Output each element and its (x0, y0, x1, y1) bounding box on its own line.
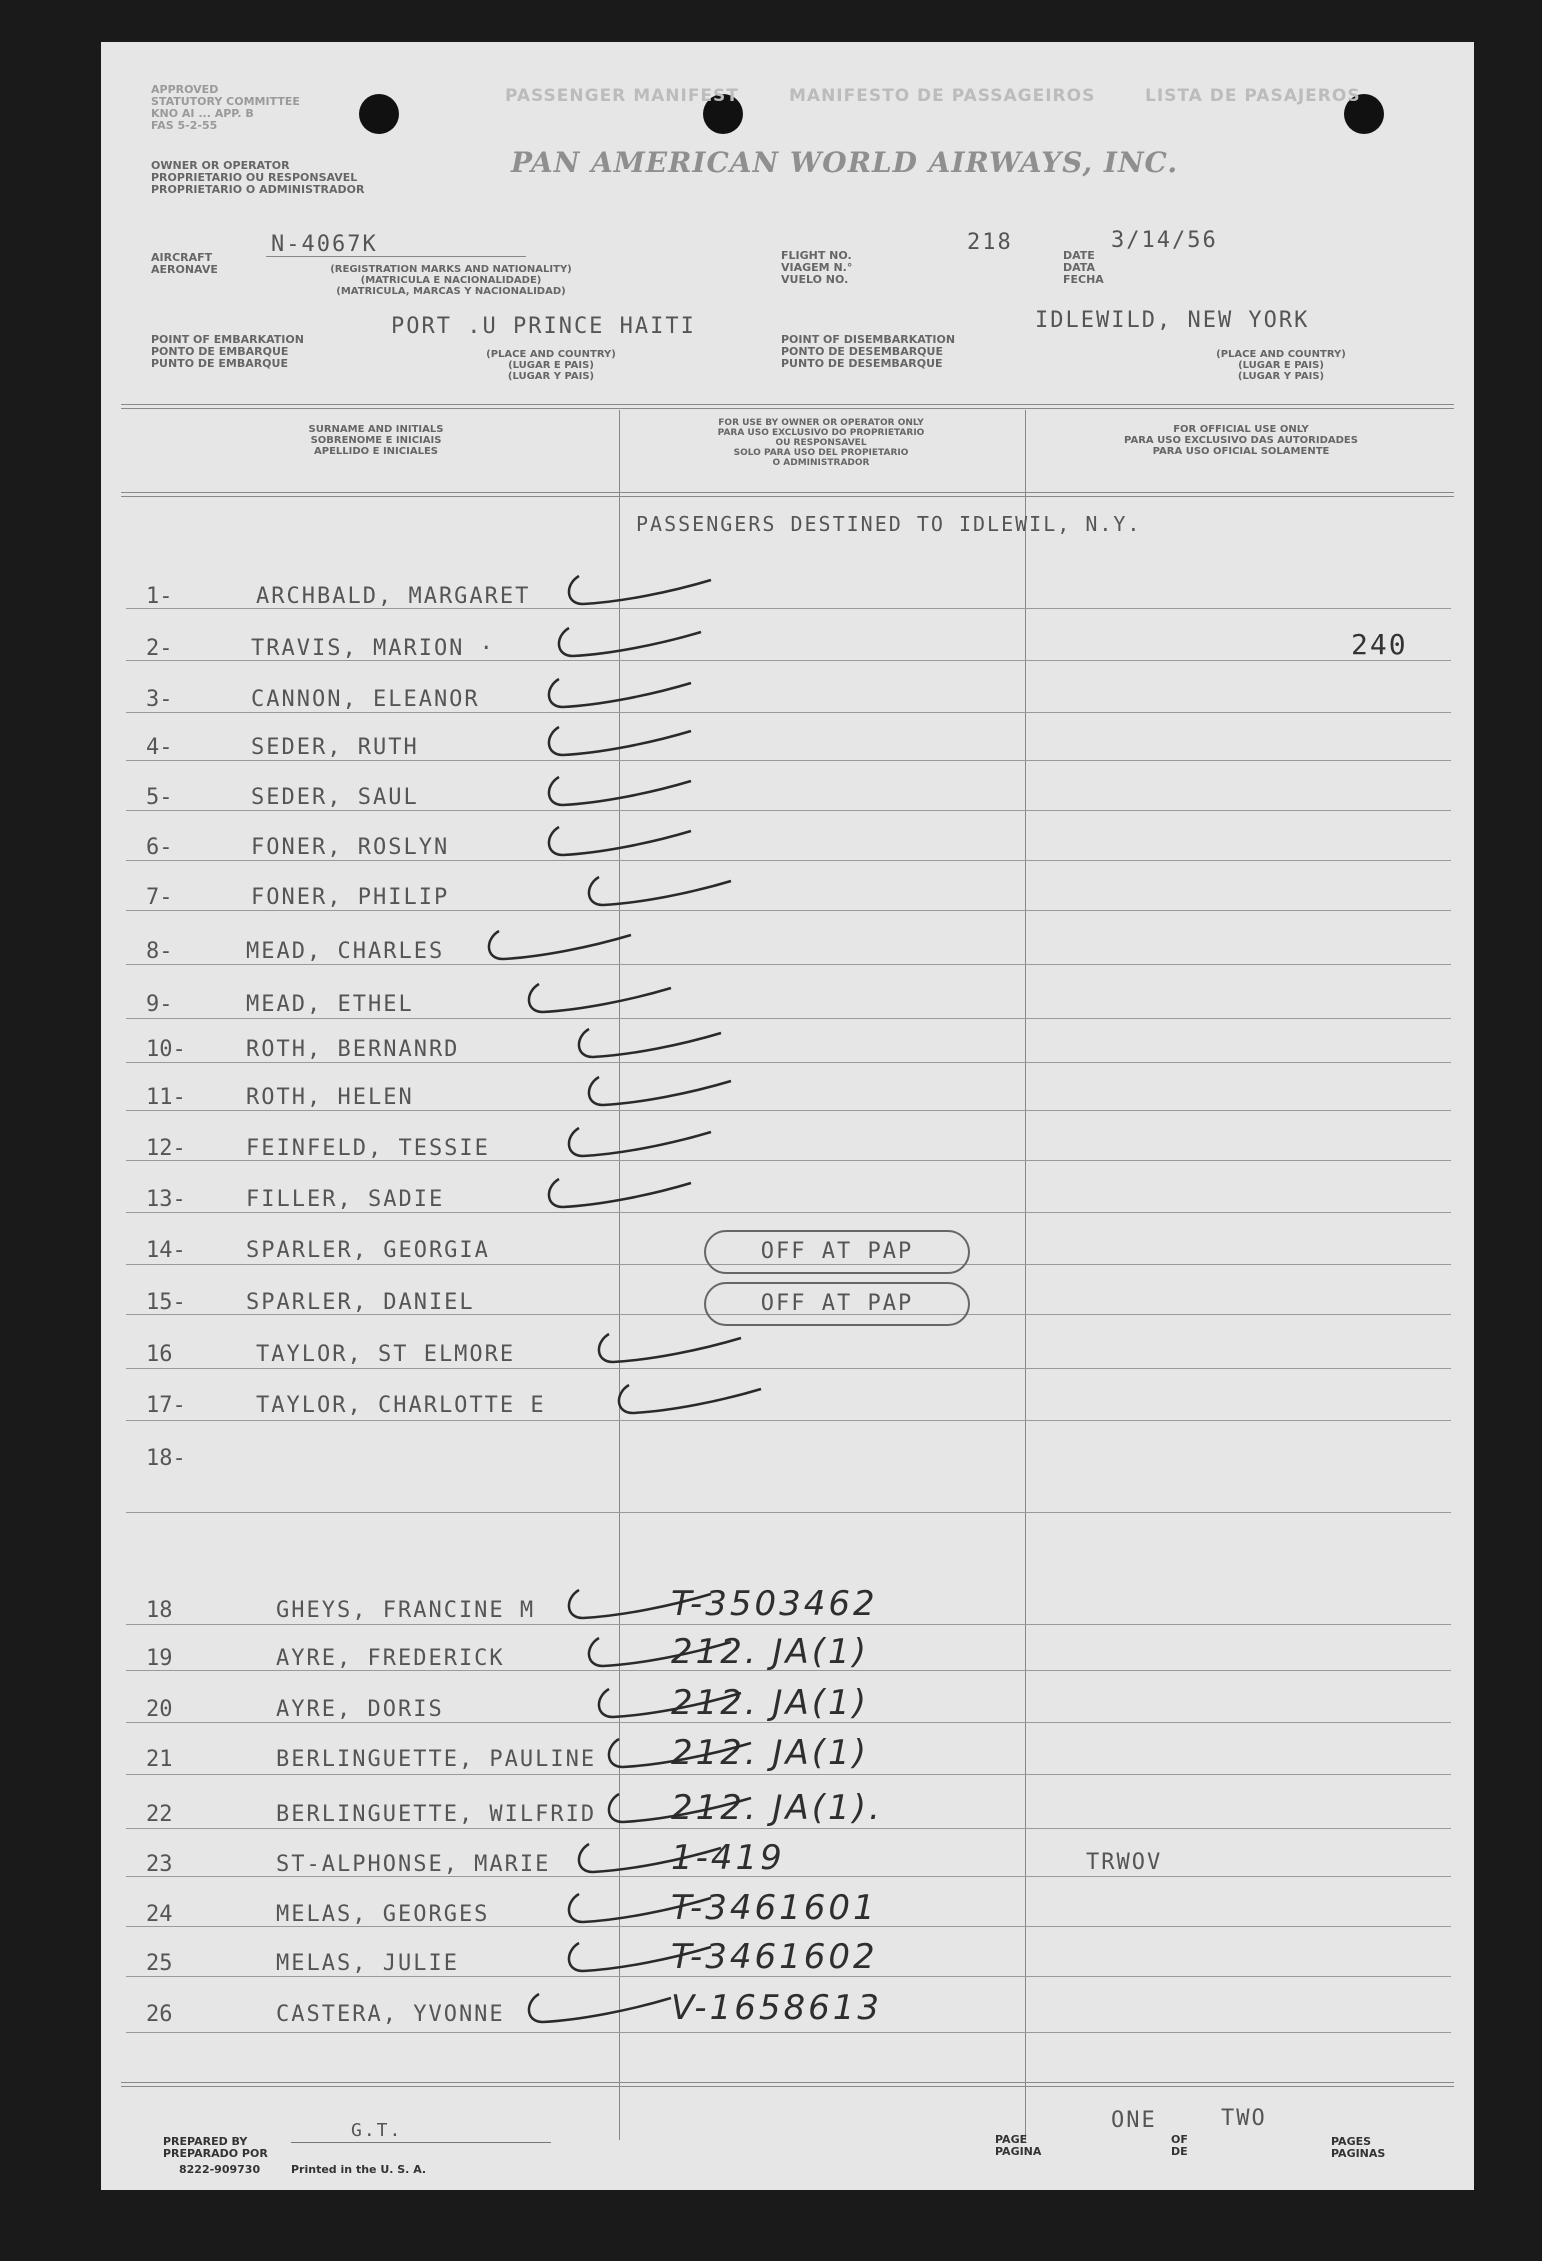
passenger-name: TRAVIS, MARION · (251, 636, 495, 661)
passenger-number: 6- (146, 835, 173, 860)
prepared-value: G.T. (351, 2120, 403, 2141)
title-es: LISTA DE PASAJEROS (1145, 86, 1361, 106)
aircraft-sublabel-line: (MATRICULA, MARCAS Y NACIONALIDAD) (336, 286, 566, 297)
approval-line: FAS 5-2-55 (151, 119, 218, 132)
passenger-number: 15- (146, 1290, 186, 1315)
page-label-en: PAGE (995, 2133, 1028, 2146)
passenger-name: SPARLER, DANIEL (246, 1290, 475, 1315)
disembark-sublabel (1151, 349, 1411, 382)
check-mark (551, 622, 711, 672)
check-mark (561, 1122, 721, 1172)
passenger-name: MEAD, CHARLES (246, 939, 445, 964)
passenger-name: GHEYS, FRANCINE M (276, 1598, 536, 1623)
check-mark (541, 721, 701, 771)
place-sublabel-line: (LUGAR E PAIS) (1238, 360, 1324, 371)
prepared-label-en: PREPARED BY (163, 2135, 248, 2148)
passenger-doc-code: 212. JA(1) (671, 1733, 869, 1773)
check-mark (601, 1788, 761, 1838)
approval-line: APPROVED (151, 83, 219, 96)
passenger-number: 20 (146, 1697, 173, 1722)
check-mark (541, 1173, 701, 1223)
col-header-line: PARA USO EXCLUSIVO DAS AUTORIDADES (1124, 435, 1358, 446)
col-header-line: SOLO PARA USO DEL PROPIETARIO (733, 448, 909, 458)
embark-label (151, 334, 304, 370)
date-value: 3/14/56 (1111, 228, 1218, 253)
disembark-label-es: PUNTO DE DESEMBARQUE (781, 357, 943, 370)
prepared-label (163, 2136, 268, 2160)
col-header-line: OU RESPONSAVEL (775, 438, 867, 448)
check-mark (561, 570, 721, 620)
flight-label-es: VUELO NO. (781, 273, 849, 286)
passenger-name: AYRE, FREDERICK (276, 1646, 505, 1671)
row-rule (126, 1624, 1451, 1625)
passenger-name: AYRE, DORIS (276, 1697, 444, 1722)
column-divider (1025, 410, 1026, 2140)
embark-value: PORT .U PRINCE HAITI (391, 314, 696, 339)
aircraft-sublabel (271, 264, 631, 297)
place-sublabel-line: (LUGAR Y PAIS) (507, 371, 595, 382)
page-value: ONE (1111, 2108, 1157, 2133)
passenger-name: CANNON, ELEANOR (251, 687, 480, 712)
of-label (1171, 2134, 1188, 2158)
disembark-label (781, 334, 955, 370)
col-header-official (1031, 424, 1451, 457)
passenger-doc-code: T-3461601 (671, 1888, 878, 1928)
check-mark (591, 1683, 751, 1733)
flight-label-en: FLIGHT NO. (781, 249, 852, 262)
approval-line: KNO AI ... APP. B (151, 107, 254, 120)
approval-block (151, 84, 300, 132)
date-label-pt: DATA (1063, 261, 1095, 274)
passenger-number: 22 (146, 1802, 173, 1827)
of-label-pt: DE (1171, 2145, 1188, 2158)
embark-sublabel (421, 349, 681, 382)
row-rule (126, 2032, 1451, 2033)
flight-label (781, 250, 852, 286)
place-sublabel-line: (PLACE AND COUNTRY) (1216, 349, 1346, 360)
passenger-doc-code: 212. JA(1) (671, 1683, 869, 1723)
off-at-pap-note: OFF AT PAP (704, 1282, 970, 1326)
passenger-number: 26 (146, 2002, 173, 2027)
check-mark (591, 1328, 751, 1378)
col-header-line: SOBRENOME E INICIAIS (310, 435, 442, 446)
row-rule (126, 1774, 1451, 1775)
aircraft-value: N-4067K (271, 232, 378, 257)
row-rule (126, 1420, 1451, 1421)
passenger-name: CASTERA, YVONNE (276, 2002, 505, 2027)
passenger-name: ST-ALPHONSE, MARIE (276, 1852, 551, 1877)
place-sublabel-line: (PLACE AND COUNTRY) (486, 349, 616, 360)
pages-label-pt: PAGINAS (1331, 2147, 1386, 2160)
off-at-pap-note: OFF AT PAP (704, 1230, 970, 1274)
passenger-name: BERLINGUETTE, PAULINE (276, 1747, 597, 1772)
header-rule (121, 404, 1454, 409)
page-label (995, 2134, 1041, 2158)
date-label (1063, 250, 1104, 286)
col-header-owner (626, 418, 1016, 468)
passenger-number: 12- (146, 1136, 186, 1161)
passenger-name: MELAS, JULIE (276, 1951, 459, 1976)
aircraft-sublabel-line: (REGISTRATION MARKS AND NATIONALITY) (330, 264, 572, 275)
passenger-number: 13- (146, 1187, 186, 1212)
check-mark (581, 1071, 741, 1121)
passenger-doc-code: V-1658613 (671, 1988, 882, 2028)
date-label-es: FECHA (1063, 273, 1104, 286)
disembark-label-pt: PONTO DE DESEMBARQUE (781, 345, 943, 358)
passenger-name: BERLINGUETTE, WILFRID (276, 1802, 597, 1827)
passenger-number: 9- (146, 992, 173, 1017)
passenger-doc-code: 212. JA(1) (671, 1632, 869, 1672)
flight-label-pt: VIAGEM N.° (781, 261, 853, 274)
of-label-en: OF (1171, 2133, 1188, 2146)
owner-label (151, 160, 364, 196)
approval-line: STATUTORY COMMITTEE (151, 95, 300, 108)
passenger-number: 21 (146, 1747, 173, 1772)
title-en: PASSENGER MANIFEST (505, 86, 739, 106)
row-rule (126, 810, 1451, 811)
passenger-name: TAYLOR, CHARLOTTE E (256, 1393, 546, 1418)
check-mark (571, 1023, 731, 1073)
passenger-number: 8- (146, 939, 173, 964)
passenger-number: 16 (146, 1342, 173, 1367)
passenger-name: SPARLER, GEORGIA (246, 1238, 490, 1263)
owner-value: PAN AMERICAN WORLD AIRWAYS, INC. (511, 146, 1179, 179)
passenger-number: 23 (146, 1852, 173, 1877)
check-mark (521, 1988, 681, 2038)
passenger-name: ROTH, HELEN (246, 1085, 414, 1110)
row-rule (126, 1512, 1451, 1513)
col-header-line: FOR OFFICIAL USE ONLY (1173, 424, 1309, 435)
punch-hole (359, 94, 399, 134)
row-rule (126, 1828, 1451, 1829)
passenger-name: FONER, ROSLYN (251, 835, 450, 860)
passenger-name: MEAD, ETHEL (246, 992, 414, 1017)
aircraft-label-en: AIRCRAFT (151, 251, 213, 264)
header-rule (121, 492, 1454, 497)
printed-in: Printed in the U. S. A. (291, 2163, 427, 2176)
row-rule (126, 1018, 1451, 1019)
aircraft-underline (266, 256, 526, 257)
aircraft-label (151, 252, 218, 276)
date-label-en: DATE (1063, 249, 1095, 262)
pages-label-en: PAGES (1331, 2135, 1372, 2148)
check-mark (601, 1733, 761, 1783)
passenger-number: 18 (146, 1598, 173, 1623)
prepared-underline (291, 2142, 551, 2143)
manifest-page (101, 42, 1474, 2190)
passenger-doc-code: T-3503462 (671, 1584, 878, 1624)
check-mark (581, 871, 741, 921)
disembark-value: IDLEWILD, NEW YORK (1035, 308, 1310, 333)
aircraft-sublabel-line: (MATRICULA E NACIONALIDADE) (360, 275, 542, 286)
destination-note: PASSENGERS DESTINED TO IDLEWIL, N.Y. (636, 512, 1142, 536)
owner-label-pt: PROPRIETARIO OU RESPONSAVEL (151, 171, 358, 184)
passenger-name: ROTH, BERNANRD (246, 1037, 460, 1062)
passenger-number: 24 (146, 1902, 173, 1927)
passenger-doc-code: 212. JA(1). (671, 1788, 883, 1828)
passenger-name: MELAS, GEORGES (276, 1902, 490, 1927)
embark-label-en: POINT OF EMBARKATION (151, 333, 304, 346)
row-rule (126, 1368, 1451, 1369)
passenger-number: 4- (146, 735, 173, 760)
official-use-note: 240 (1351, 628, 1408, 661)
check-mark (611, 1379, 771, 1429)
flight-value: 218 (967, 230, 1013, 255)
col-header-line: APELLIDO E INICIALES (314, 446, 438, 457)
check-mark (541, 771, 701, 821)
check-mark (541, 821, 701, 871)
check-mark (541, 673, 701, 723)
passenger-number: 25 (146, 1951, 173, 1976)
page-label-pt: PAGINA (995, 2145, 1042, 2158)
aircraft-label-pt: AERONAVE (151, 263, 218, 276)
row-rule (126, 1110, 1451, 1111)
col-header-line: PARA USO EXCLUSIVO DO PROPRIETARIO (717, 428, 925, 438)
col-header-line: O ADMINISTRADOR (772, 458, 870, 468)
check-mark (561, 1937, 721, 1987)
place-sublabel-line: (LUGAR Y PAIS) (1237, 371, 1325, 382)
passenger-number: 11- (146, 1085, 186, 1110)
passenger-doc-code: 1-419 (671, 1838, 785, 1878)
embark-label-es: PUNTO DE EMBARQUE (151, 357, 288, 370)
passenger-number: 3- (146, 687, 173, 712)
check-mark (561, 1888, 721, 1938)
passenger-name: SEDER, RUTH (251, 735, 419, 760)
passenger-number: 18- (146, 1446, 186, 1471)
passenger-number: 7- (146, 885, 173, 910)
row-rule (126, 860, 1451, 861)
embark-label-pt: PONTO DE EMBARQUE (151, 345, 289, 358)
place-sublabel-line: (LUGAR E PAIS) (508, 360, 594, 371)
passenger-doc-code: T-3461602 (671, 1937, 878, 1977)
check-mark (561, 1584, 721, 1634)
passenger-number: 5- (146, 785, 173, 810)
passenger-number: 19 (146, 1646, 173, 1671)
disembark-label-en: POINT OF DISEMBARKATION (781, 333, 956, 346)
passenger-name: FEINFELD, TESSIE (246, 1136, 490, 1161)
title-pt: MANIFESTO DE PASSAGEIROS (789, 86, 1096, 106)
row-rule (126, 910, 1451, 911)
col-header-names (141, 424, 611, 457)
pages-value: TWO (1221, 2106, 1267, 2131)
passenger-number: 10- (146, 1037, 186, 1062)
owner-label-es: PROPRIETARIO O ADMINISTRADOR (151, 183, 365, 196)
passenger-name: FILLER, SADIE (246, 1187, 445, 1212)
row-rule (126, 1212, 1451, 1213)
passenger-name: ARCHBALD, MARGARET (256, 584, 531, 609)
owner-label-en: OWNER OR OPERATOR (151, 159, 290, 172)
passenger-number: 14- (146, 1238, 186, 1263)
official-use-note: TRWOV (1086, 1850, 1163, 1875)
footer-rule (121, 2082, 1454, 2087)
row-rule (126, 760, 1451, 761)
passenger-name: SEDER, SAUL (251, 785, 419, 810)
col-header-line: FOR USE BY OWNER OR OPERATOR ONLY (718, 418, 924, 428)
passenger-name: TAYLOR, ST ELMORE (256, 1342, 516, 1367)
check-mark (481, 925, 641, 975)
passenger-number: 1- (146, 584, 173, 609)
pages-label (1331, 2136, 1385, 2160)
row-rule (126, 964, 1451, 965)
row-rule (126, 712, 1451, 713)
check-mark (521, 978, 681, 1028)
col-header-line: PARA USO OFICIAL SOLAMENTE (1152, 446, 1330, 457)
check-mark (581, 1632, 741, 1682)
col-header-line: SURNAME AND INITIALS (308, 424, 444, 435)
passenger-name: FONER, PHILIP (251, 885, 450, 910)
check-mark (571, 1838, 731, 1888)
form-number: 8222-909730 (179, 2163, 261, 2176)
passenger-number: 2- (146, 636, 173, 661)
prepared-label-pt: PREPARADO POR (163, 2147, 268, 2160)
row-rule (126, 1062, 1451, 1063)
passenger-number: 17- (146, 1393, 186, 1418)
